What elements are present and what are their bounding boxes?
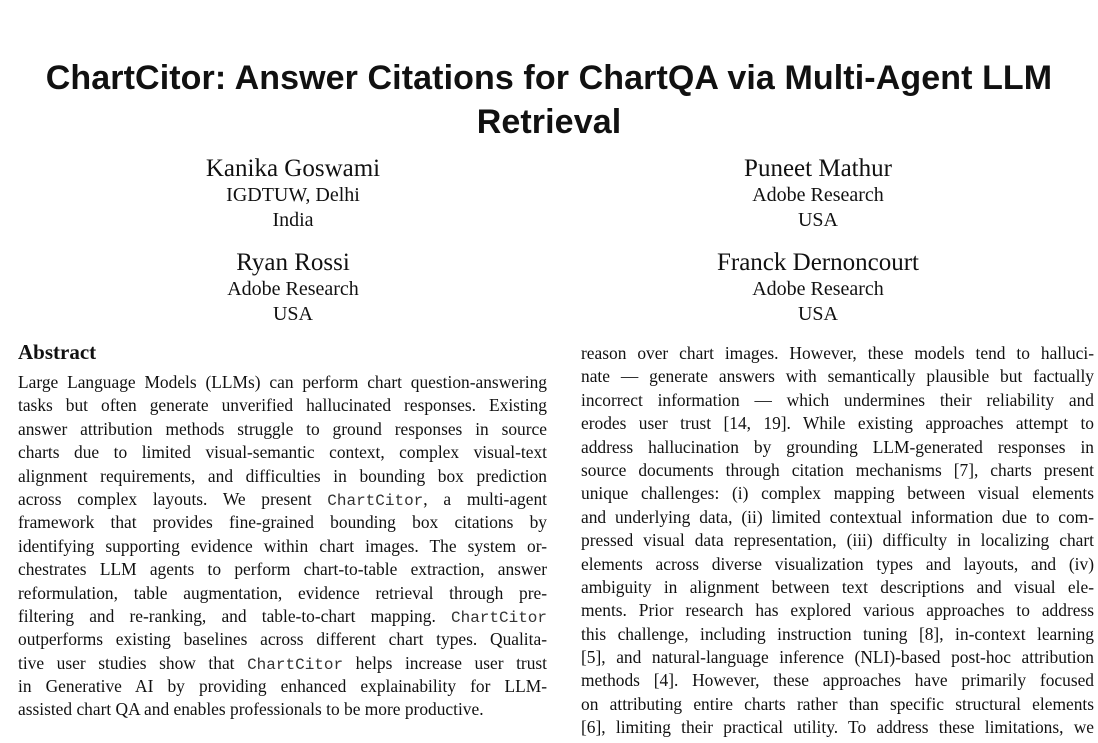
abstract-line [18,675,547,698]
intro-line: erodes user trust [14, 19]. While existing approaches attempt to [581,413,1094,434]
abstract-text: filtering and re-ranking, and table-to-chart mapping. [18,605,451,626]
system-name: ChartCitor [450,608,547,627]
author-country: USA [797,209,838,231]
abstract-line [18,652,547,675]
author-affiliation: Adobe Research [752,184,884,206]
intro-line: elements across diverse visualization types and layouts, and (iv) [581,553,1094,574]
abstract-line [18,371,547,394]
author-country: USA [797,303,838,325]
intro-line: and underlying data, (ii) limited contextual information due to com- [581,506,1094,527]
author-block [608,155,1028,233]
abstract-text: in Generative AI by providing enhanced explainability for LLM- [18,676,547,697]
abstract-line [18,605,547,628]
abstract-text: , a multi-agent [423,488,547,509]
intro-line: pressed visual data representation, (iii) difficulty in localizing chart [581,530,1094,551]
intro-line: nate — generate answers with semantically plausible but factually [581,366,1094,387]
intro-line: reason over chart images. However, these models tend to halluci- [581,343,1094,363]
abstract-line [18,441,547,464]
abstract-line [18,558,547,581]
intro-line: [6], limiting their practical utility. To address these limitations, we [581,717,1094,738]
abstract-line [18,582,547,605]
author-block [83,249,503,327]
abstract-line [18,698,547,721]
author-affiliation: IGDTUW, Delhi [226,184,360,206]
author-name: Franck Dernoncourt [716,249,919,276]
abstract-text: alignment requirements, and difficulties in bounding box prediction [18,465,547,486]
author-country: USA [272,303,313,325]
abstract-heading: Abstract [18,340,97,364]
abstract-text: assisted chart QA and enables professionals to be more productive. [18,699,484,720]
intro-line: this challenge, including instruction tuning [8], in-context learning [581,623,1094,644]
abstract-text: identifying supporting evidence within chart images. The system or- [18,535,547,556]
intro-line: address hallucination by grounding LLM-generated responses in [581,436,1094,457]
abstract-text: reformulation, table augmentation, evidence retrieval through pre- [18,582,547,603]
system-name: ChartCitor [247,655,344,674]
intro-line: source documents through citation mechanisms [7], charts present [581,459,1094,480]
author-affiliation: Adobe Research [227,278,359,300]
abstract-text: answer attribution methods struggle to ground responses in source [18,418,547,439]
abstract-text: Large Language Models (LLMs) can perform chart question-answering [18,372,547,392]
abstract-text: helps increase user trust [343,652,547,673]
introduction-body [581,342,1094,740]
system-name: ChartCitor [327,491,424,510]
intro-line: ambiguity in alignment between text descriptions and visual ele- [581,576,1094,597]
abstract-line [18,394,547,417]
abstract-text: charts due to limited visual-semantic context, complex visual-text [18,442,547,463]
author-name: Puneet Mathur [744,155,892,182]
abstract-body [18,371,547,722]
abstract-text: framework that provides fine-grained bounding box citations by [18,512,547,533]
author-name: Kanika Goswami [205,155,381,182]
abstract-text: across complex layouts. We present [18,488,328,509]
author-block [608,249,1028,327]
author-name: Ryan Rossi [236,249,350,276]
abstract-line [18,418,547,441]
abstract-text: tive user studies show that [18,652,248,673]
paper-title [0,56,1098,144]
author-country: India [272,209,314,231]
abstract-line [18,488,547,511]
intro-line: [5], and natural-language inference (NLI)-based post-hoc attribution [581,647,1094,668]
intro-line: methods [4]. However, these approaches have primarily focused [581,670,1094,691]
abstract-text: tasks but often generate unverified hallucinated responses. Existing [18,395,547,416]
title-line: Retrieval [476,103,622,141]
intro-line: incorrect information — which undermines their reliability and [581,389,1094,410]
abstract-text: chestrates LLM agents to perform chart-to-table extraction, answer [18,559,547,580]
abstract-line [18,465,547,488]
abstract-text: outperforms existing baselines across different chart types. Qualita- [18,629,547,650]
abstract-line [18,535,547,558]
author-affiliation: Adobe Research [752,278,884,300]
intro-line: ments. Prior research has explored various approaches to address [581,600,1094,621]
abstract-line [18,511,547,534]
abstract-line [18,628,547,651]
title-line: ChartCitor: Answer Citations for ChartQA via Multi-Agent LLM [45,59,1053,97]
intro-line: unique challenges: (i) complex mapping between visual elements [581,483,1094,504]
author-block [83,155,503,233]
intro-line: on attributing entire charts rather than specific structural elements [581,693,1094,714]
